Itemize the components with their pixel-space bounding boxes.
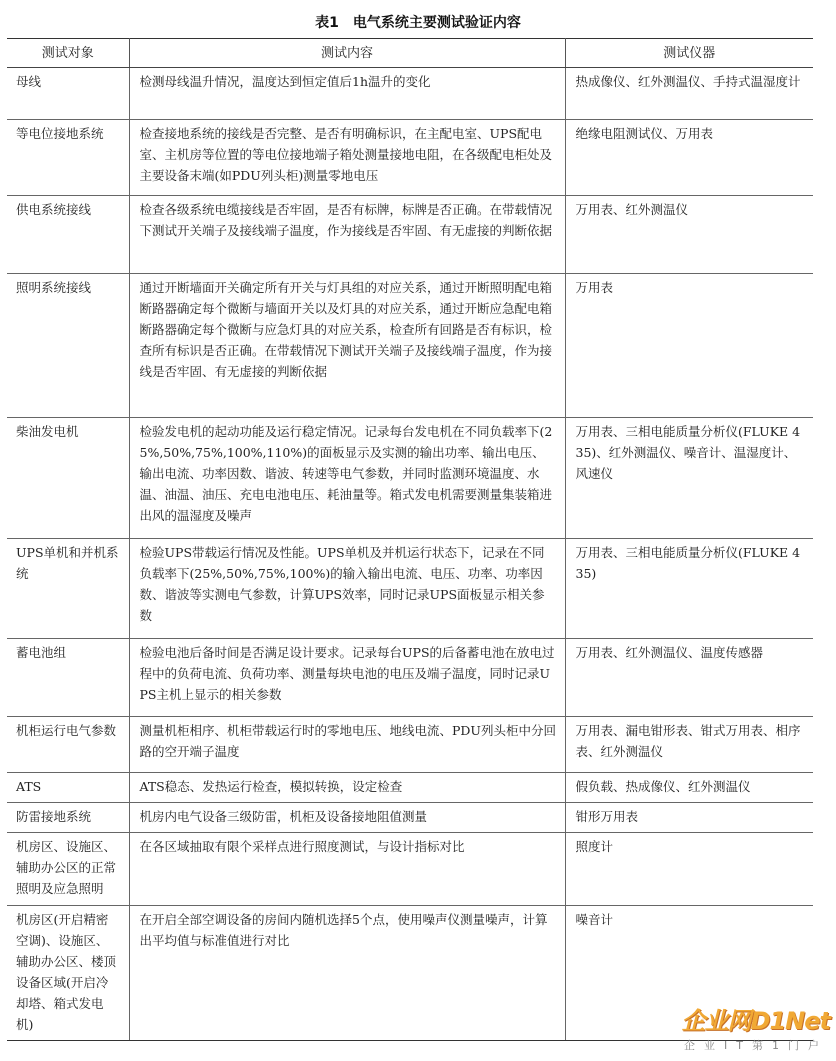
cell-content: 机房内电气设备三级防雷，机柜及设备接地阻值测量: [129, 803, 565, 833]
cell-content: 测量机柜相序、机柜带载运行时的零地电压、地线电流、PDU列头柜中分回路的空开端子温度: [129, 717, 565, 773]
table-row: [7, 68, 813, 120]
cell-content: 检验发电机的起动功能及运行稳定情况。记录每台发电机在不同负载率下(25%,50%,75%,100%,110%)的面板显示及实测的输出功率、输出电压、输出电流、功率因数、谐波、转速等电气参数，并同时监测环境温度、水温、油温、油压、充电电池电压、耗油量等。箱式发电机需要测量集装箱进出风的温湿度及噪声: [129, 418, 565, 539]
cell-object: ATS: [7, 773, 129, 803]
cell-content: 在各区域抽取有限个采样点进行照度测试，与设计指标对比: [129, 833, 565, 906]
cell-instrument: 照度计: [565, 833, 813, 906]
cell-instrument: 万用表、红外测温仪: [565, 196, 813, 274]
table-row: [7, 120, 813, 196]
cell-object: 等电位接地系统: [7, 120, 129, 196]
cell-object: 机房区(开启精密空调)、设施区、辅助办公区、楼顶设备区域(开启冷却塔、箱式发电机): [7, 906, 129, 1041]
cell-content: 检查各级系统电缆接线是否牢固，是否有标牌，标牌是否正确。在带载情况下测试开关端子及接线端子温度，作为接线是否牢固、有无虚接的判断依据: [129, 196, 565, 274]
table-row: [7, 196, 813, 274]
table-row: [7, 274, 813, 418]
table-row: [7, 639, 813, 717]
cell-object: 供电系统接线: [7, 196, 129, 274]
cell-content: 通过开断墙面开关确定所有开关与灯具组的对应关系，通过开断照明配电箱断路器确定每个微断与墙面开关以及灯具的对应关系，通过开断应急配电箱断路器确定每个微断与应急灯具的对应关系，检查所有回路是否有标识，检查所有标识是否正确。在带载情况下测试开关端子及接线端子温度，作为接线是否牢固、有无虚接的判断依据: [129, 274, 565, 418]
cell-content: 检验UPS带载运行情况及性能。UPS单机及并机运行状态下，记录在不同负载率下(25%,50%,75%,100%)的输入输出电流、电压、功率、功率因数、谐波等实测电气参数，计算UPS效率，同时记录UPS面板显示相关参数: [129, 539, 565, 639]
cell-content: 在开启全部空调设备的房间内随机选择5个点，使用噪声仪测量噪声，计算出平均值与标准值进行对比: [129, 906, 565, 1041]
header-object: 测试对象: [7, 39, 129, 68]
cell-object: 机房区、设施区、辅助办公区的正常照明及应急照明: [7, 833, 129, 906]
cell-instrument: 万用表、三相电能质量分析仪(FLUKE 435)、红外测温仪、噪音计、温湿度计、风速仪: [565, 418, 813, 539]
test-table: [7, 38, 813, 1041]
cell-instrument: 万用表、漏电钳形表、钳式万用表、相序表、红外测温仪: [565, 717, 813, 773]
table-row: [7, 833, 813, 906]
watermark-logo: [670, 1001, 830, 1059]
cell-instrument: 绝缘电阻测试仪、万用表: [565, 120, 813, 196]
cell-content: 检测母线温升情况，温度达到恒定值后1h温升的变化: [129, 68, 565, 120]
cell-content: 检验电池后备时间是否满足设计要求。记录每台UPS的后备蓄电池在放电过程中的负荷电流、负荷功率、测量每块电池的电压及端子温度，同时记录UPS主机上显示的相关参数: [129, 639, 565, 717]
header-instrument: 测试仪器: [565, 39, 813, 68]
cell-content: 检查接地系统的接线是否完整、是否有明确标识，在主配电室、UPS配电室、主机房等位置的等电位接地端子箱处测量接地电阻，在各级配电柜处及主要设备末端(如PDU列头柜)测量零地电压: [129, 120, 565, 196]
header-content: 测试内容: [129, 39, 565, 68]
table-row: [7, 539, 813, 639]
table-row: [7, 418, 813, 539]
watermark-slogan: 企业IT第1门户: [684, 1039, 828, 1052]
cell-object: UPS单机和并机系统: [7, 539, 129, 639]
table-row: [7, 803, 813, 833]
cell-instrument: 万用表、三相电能质量分析仪(FLUKE 435): [565, 539, 813, 639]
table-row: [7, 717, 813, 773]
watermark-brand: 企业网D1Net: [681, 1007, 830, 1035]
cell-object: 母线: [7, 68, 129, 120]
table-row: [7, 773, 813, 803]
cell-object: 机柜运行电气参数: [7, 717, 129, 773]
cell-instrument: 假负载、热成像仪、红外测温仪: [565, 773, 813, 803]
cell-object: 照明系统接线: [7, 274, 129, 418]
cell-instrument: 噪音计: [565, 906, 813, 1041]
cell-object: 蓄电池组: [7, 639, 129, 717]
cell-instrument: 热成像仪、红外测温仪、手持式温湿度计: [565, 68, 813, 120]
cell-instrument: 万用表: [565, 274, 813, 418]
table-header-row: [7, 39, 813, 68]
cell-object: 柴油发电机: [7, 418, 129, 539]
cell-content: ATS稳态、发热运行检查，模拟转换，设定检查: [129, 773, 565, 803]
cell-instrument: 万用表、红外测温仪、温度传感器: [565, 639, 813, 717]
cell-instrument: 钳形万用表: [565, 803, 813, 833]
table-caption: 表1 电气系统主要测试验证内容: [315, 15, 521, 31]
cell-object: 防雷接地系统: [7, 803, 129, 833]
